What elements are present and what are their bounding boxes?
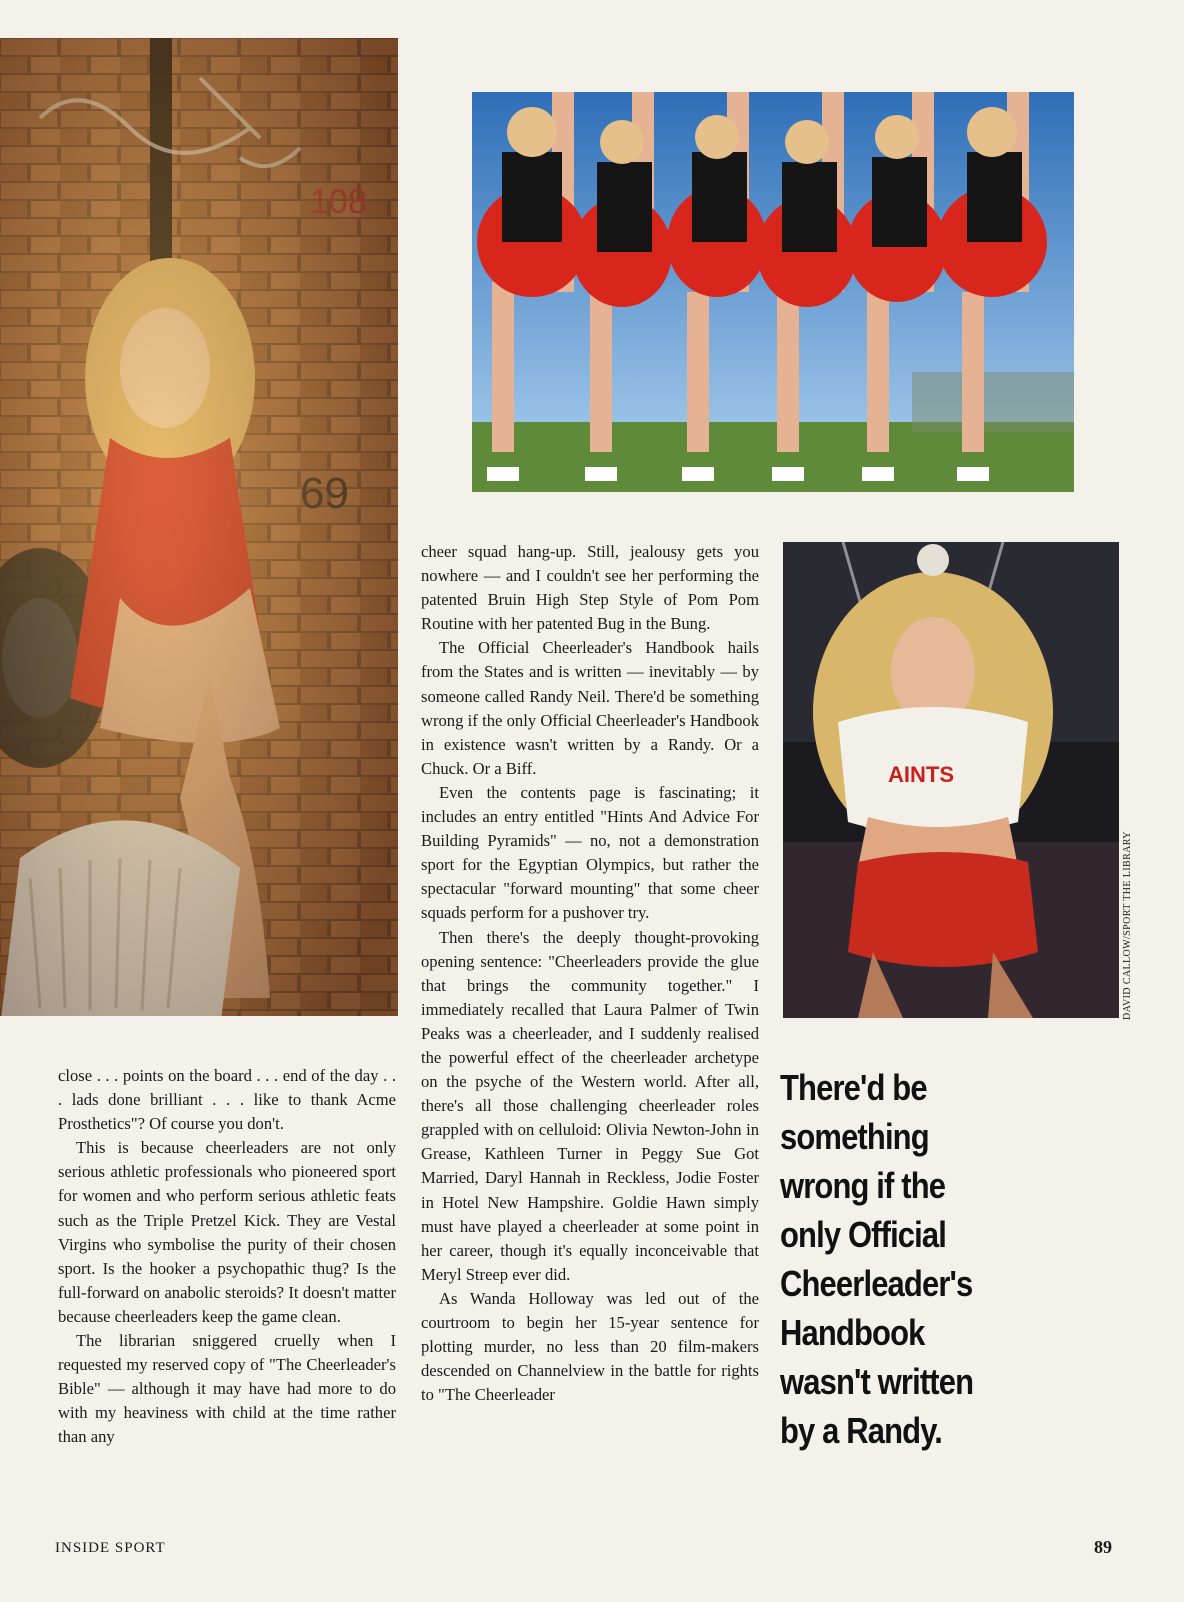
page-number: 89	[1094, 1537, 1112, 1557]
photo-cheerleader-brick-wall	[0, 38, 398, 1016]
photo-cheerleaders-kick-line	[472, 92, 1074, 492]
article-paragraph: close . . . points on the board . . . end of the day . . . lads done brilliant . . . like to thank Acme Prosthetics"? Of course you don't.	[58, 1066, 396, 1134]
article-paragraph: The Official Cheerleader's Handbook hails from the States and is written — inevitably — by someone called Randy Neil. There'd be something wrong if the only Official Cheerleader's Handbook in existence wasn't written by a Randy. Or a Chuck. Or a Biff.	[421, 638, 759, 778]
article-paragraph: As Wanda Holloway was led out of the courtroom to begin her 15-year sentence for plotting murder, no less than 20 film-makers descended on Channelview in the battle for rights to "The Cheerleader	[421, 1288, 759, 1405]
article-paragraph: Then there's the deeply thought-provoking opening sentence: "Cheerleaders provide the glue that brings the community together." I immediately recalled that Laura Palmer of Twin Peaks was a cheerleader, and I suddenly realised the powerful effect of the cheerleader archetype on the psyche of the Western world. After all, there's all those challenging cheerleader roles grappled with on celluloid: Olivia Newton-John in Grease, Kathleen Turner in Peggy Sue Got Married, Daryl Hannah in Reckless, Jodie Foster in Hotel New Hampshire. Goldie Hawn simply must have played a cheerleader at some point in her career, though it's equally inconceivable that Meryl Streep ever did.	[421, 927, 759, 1284]
photo-saints-cheerleader	[783, 542, 1119, 1018]
article-column-left	[58, 1064, 396, 1450]
pull-quote: There'd be something wrong if the only Official Cheerleader's Handbook wasn't written by a Randy.	[780, 1067, 974, 1451]
article-column-middle	[421, 540, 759, 1407]
svg-text:AINTS: AINTS	[888, 762, 954, 787]
article-paragraph: This is because cheerleaders are not only serious athletic professionals who pioneered sport for women and who perform serious athletic feats such as the Triple Pretzel Kick. They are Vestal Virgins who symbolise the purity of their chosen sport. Is the hooker a psychopathic thug? Is the full-forward on anabolic steroids? It doesn't matter because cheerleaders keep the game clean.	[58, 1138, 396, 1326]
article-paragraph: The librarian sniggered cruelly when I requested my reserved copy of "The Cheerleader's Bible" — although it may have had more to do with my heaviness with child at the time rather than any	[58, 1331, 396, 1447]
publication-name: INSIDE SPORT	[55, 1540, 166, 1556]
article-paragraph: Even the contents page is fascinating; it includes an entry entitled "Hints And Advice For Building Pyramids" — no, not a demonstration sport for the Egyptian Olympics, but rather the spectacular "forward mounting" that some cheer squads perform for a pushover try.	[421, 782, 759, 923]
article-paragraph: cheer squad hang-up. Still, jealousy gets you nowhere — and I couldn't see her performing the patented Bruin High Step Style of Pom Pom Routine with her patented Bug in the Bung.	[421, 542, 759, 634]
photo-credit: DAVID CALLOW/SPORT THE LIBRARY	[1122, 831, 1133, 1020]
